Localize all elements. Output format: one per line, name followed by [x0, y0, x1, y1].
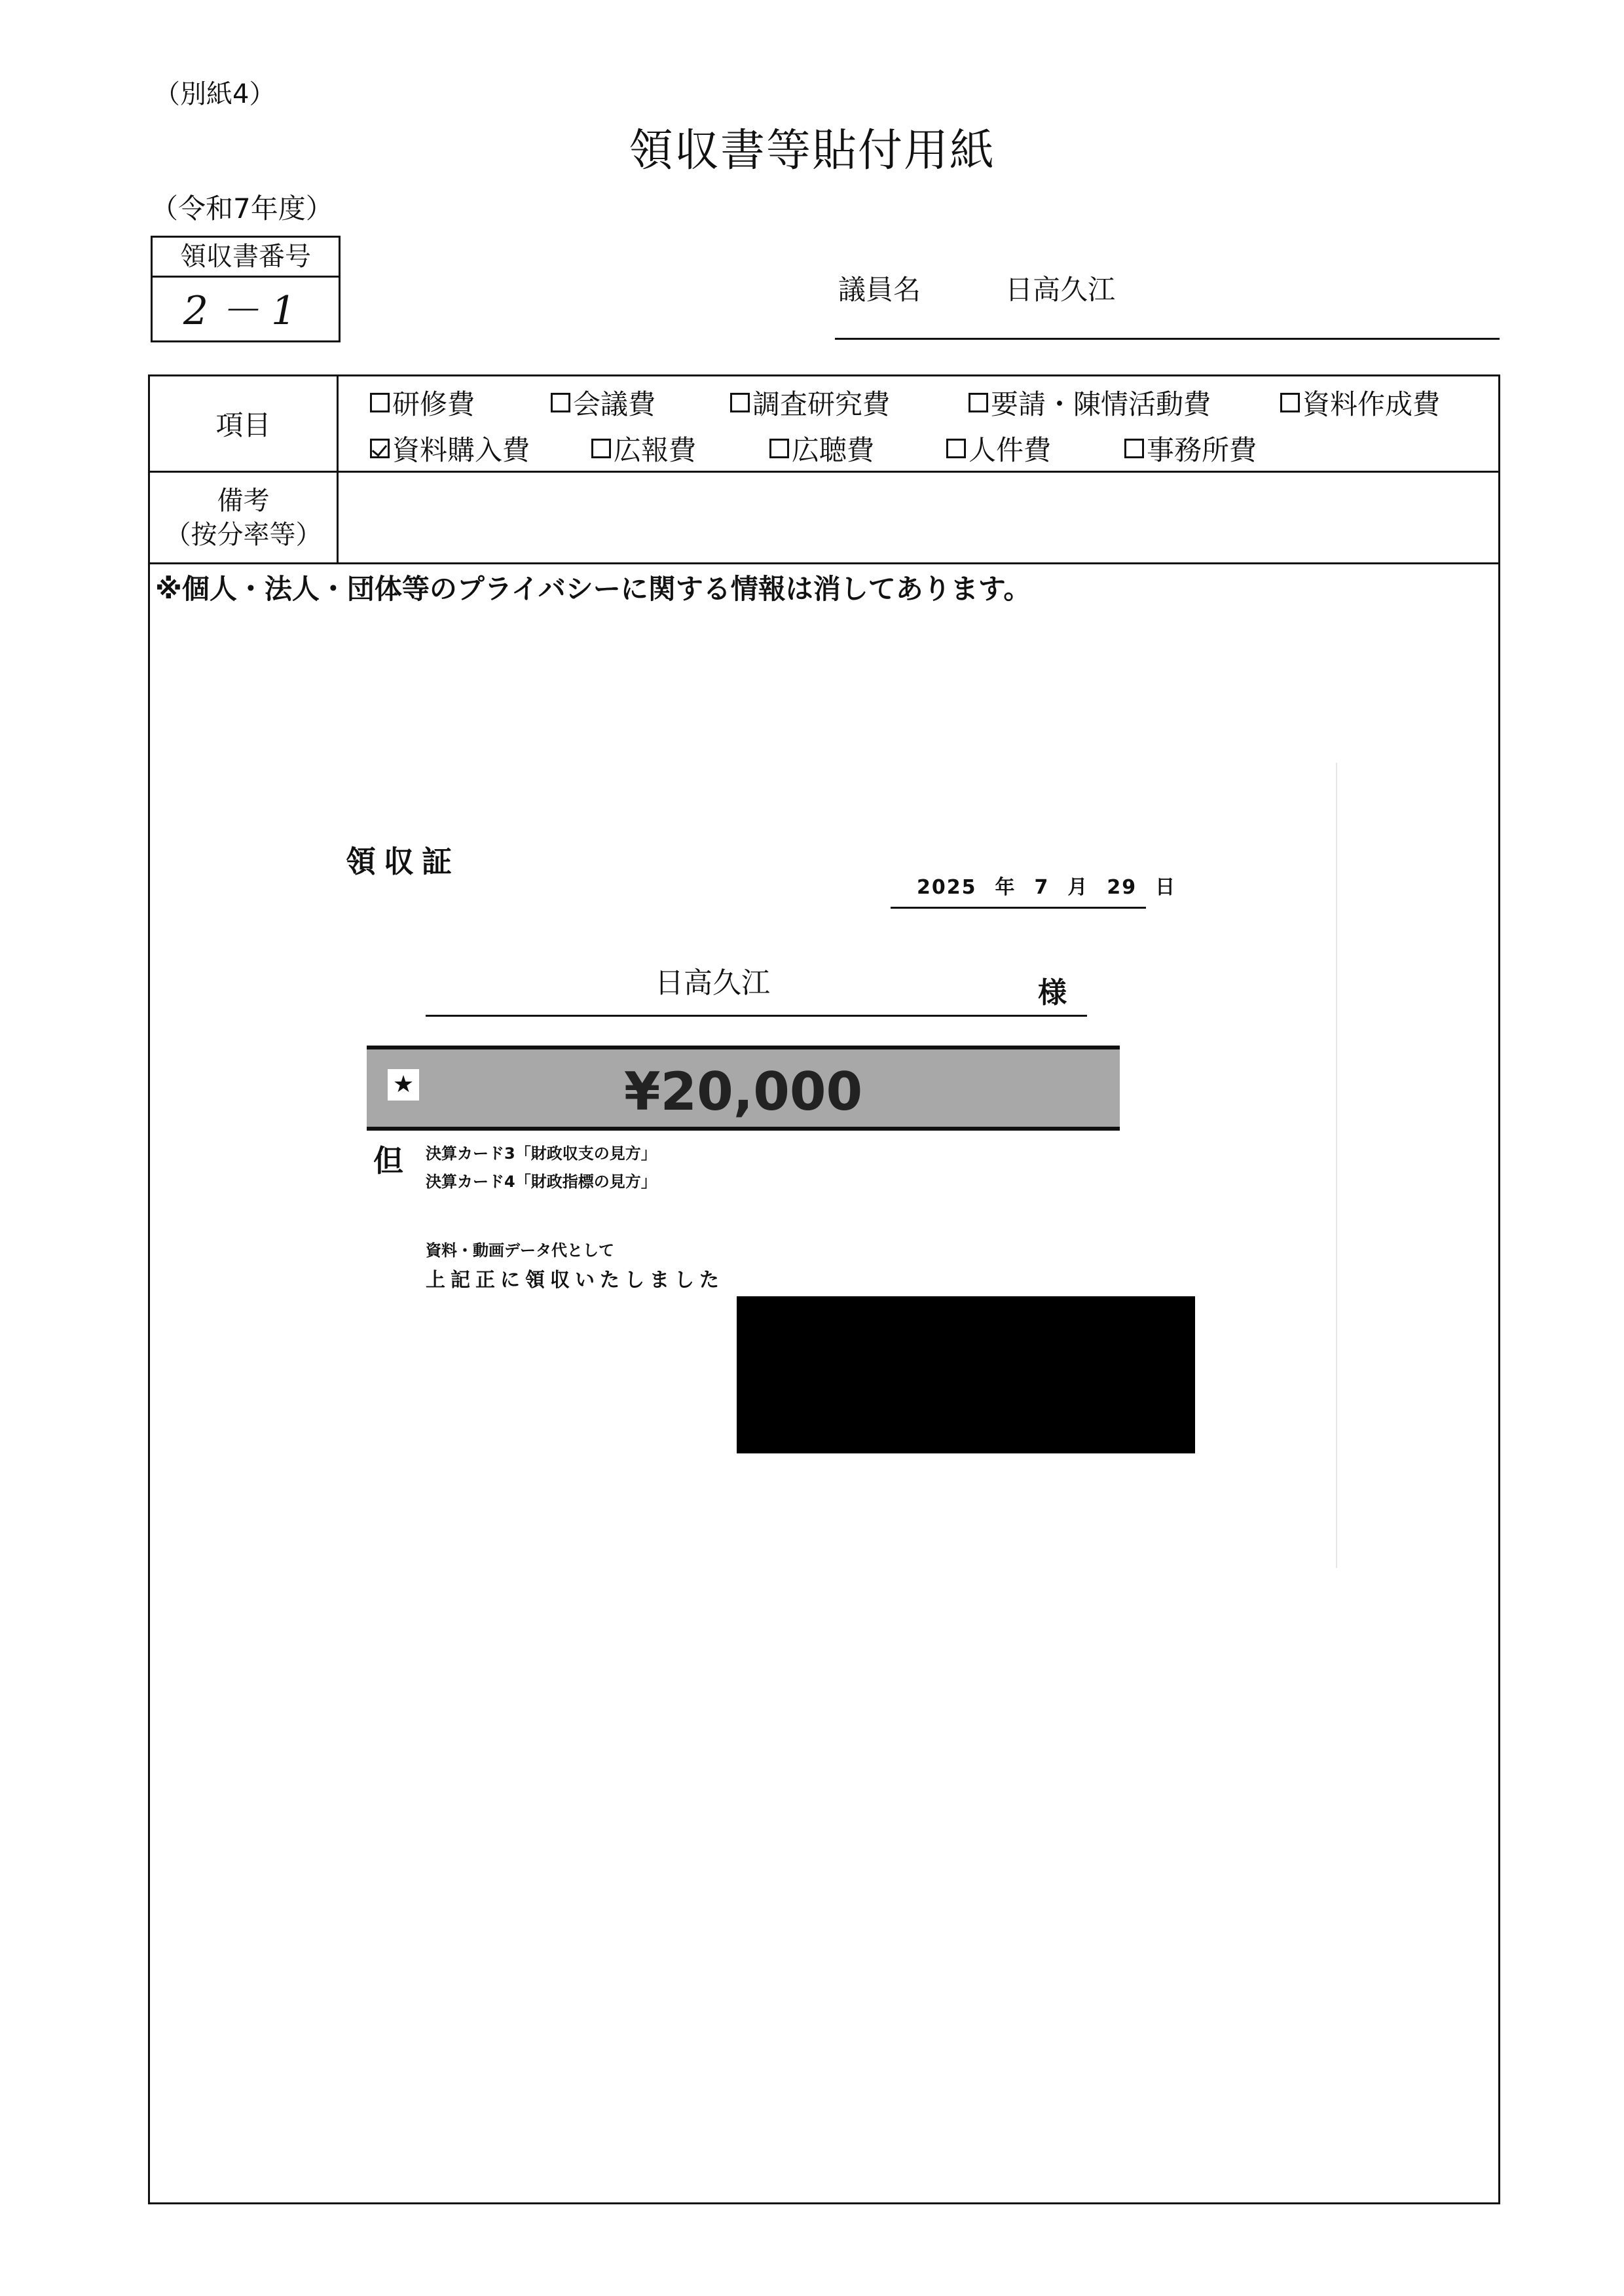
receipt-number-value: 2－1 [183, 288, 308, 334]
checkbox[interactable] [1280, 393, 1300, 412]
date-underline [891, 907, 1146, 909]
option-label: 資料作成費 [1302, 388, 1441, 420]
option-yosei-chinjo[interactable] [969, 383, 1211, 422]
receipt-amount: ¥20,000 [623, 1061, 863, 1122]
amount-bar [367, 1046, 1120, 1131]
privacy-note: ※個人・法人・団体等のプライバシーに関する情報は消してあります。 [155, 573, 1031, 605]
column-divider [337, 376, 339, 564]
checkbox[interactable] [769, 439, 789, 458]
option-label: 要請・陳情活動費 [991, 388, 1211, 420]
checkbox[interactable] [730, 393, 750, 412]
scan-edge [1336, 763, 1337, 1568]
option-label: 人件費 [969, 434, 1052, 466]
receipt-tadashi: 但 [373, 1143, 403, 1178]
item-header-label: 項目 [215, 409, 271, 441]
date-month: 7 [1034, 876, 1050, 899]
checkbox[interactable] [551, 393, 570, 412]
receipt-date [917, 871, 1194, 900]
option-kenshuhi[interactable] [370, 383, 475, 422]
member-underline [835, 338, 1500, 340]
option-label: 資料購入費 [392, 434, 530, 466]
receipt-purpose: 資料・動画データ代として [426, 1241, 614, 1260]
checkbox[interactable] [370, 393, 390, 412]
option-label: 事務所費 [1147, 434, 1257, 466]
date-year: 2025 [917, 876, 977, 899]
option-label: 調査研究費 [752, 388, 891, 420]
receipt-addressee: 日高久江 [655, 966, 770, 1000]
fiscal-year: （令和7年度） [151, 192, 333, 225]
date-day: 29 [1107, 876, 1137, 899]
checkbox[interactable] [1124, 439, 1144, 458]
option-jimushohi[interactable] [1124, 429, 1257, 468]
receipt-number-box [151, 236, 341, 342]
checkbox[interactable] [591, 439, 611, 458]
checkbox-checked[interactable] [370, 439, 390, 458]
row-divider [150, 562, 1498, 564]
receipt-honorific: 様 [1038, 976, 1067, 1010]
checkbox[interactable] [946, 439, 966, 458]
checkbox[interactable] [969, 393, 988, 412]
item-header [150, 376, 337, 471]
option-kaigihi[interactable] [551, 383, 655, 422]
star-icon: ★ [388, 1069, 419, 1101]
receipt-detail-line: 決算カード4「財政指標の見方」 [426, 1173, 657, 1191]
option-shiryokonyuhi[interactable] [370, 429, 530, 468]
note-header-line1: 備考 [217, 485, 270, 516]
member-label: 議員名 [838, 274, 921, 306]
row-divider [150, 471, 1498, 473]
option-shiryosakuseihi[interactable] [1280, 383, 1440, 422]
pasted-receipt [314, 763, 1326, 1568]
option-kohohi[interactable] [591, 429, 696, 468]
date-day-unit: 日 [1155, 876, 1177, 899]
option-label: 広報費 [614, 434, 697, 466]
receipt-number-label: 領収書番号 [153, 238, 339, 278]
receipt-acknowledgement: 上記正に領収いたしました [426, 1269, 724, 1292]
date-year-unit: 年 [995, 876, 1016, 899]
option-label: 会議費 [573, 388, 656, 420]
option-label: 広聴費 [792, 434, 875, 466]
option-kochohi[interactable] [769, 429, 874, 468]
redaction-block [737, 1296, 1195, 1453]
option-jinkenhi[interactable] [946, 429, 1051, 468]
page-title: 領収書等貼付用紙 [628, 125, 995, 177]
note-header-line2: （按分率等） [164, 519, 322, 550]
attachment-label: （別紙4） [154, 79, 276, 109]
receipt-detail-line: 決算カード3「財政収支の見方」 [426, 1144, 657, 1163]
date-month-unit: 月 [1067, 876, 1089, 899]
member-name: 日高久江 [1005, 274, 1116, 306]
addressee-underline [426, 1015, 1087, 1017]
note-header [150, 473, 337, 562]
option-label: 研修費 [392, 388, 475, 420]
receipt-title: 領収証 [346, 844, 460, 879]
option-chosakenkyuhi[interactable] [730, 383, 890, 422]
